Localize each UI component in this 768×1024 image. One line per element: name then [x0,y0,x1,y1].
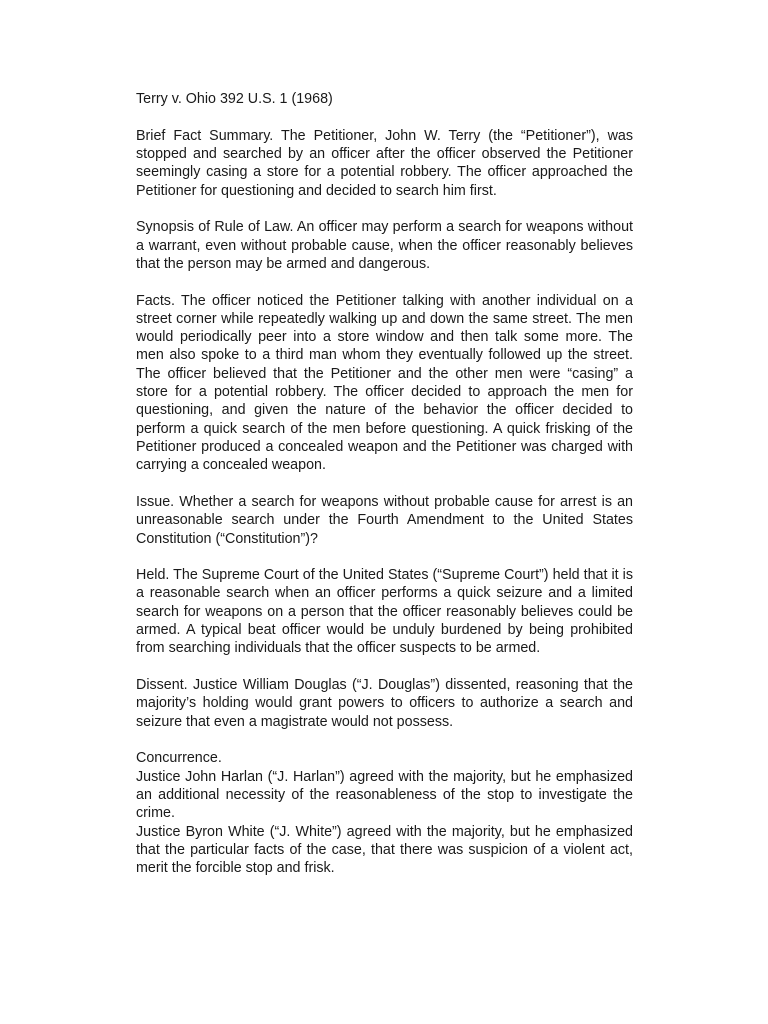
concurrence-white: Justice Byron White (“J. White”) agreed with the majority, but he emphasized that the particular facts of the case, that there was suspicion of a violent act, merit the forcible stop and frisk. [136,823,633,877]
document-page [136,90,633,877]
concurrence-heading: Concurrence. [136,750,222,767]
concurrence-harlan: Justice John Harlan (“J. Harlan”) agreed with the majority, but he emphasized an additional necessity of the reasonableness of the stop to investigate the crime. [136,768,633,822]
brief-fact-summary: Brief Fact Summary. The Petitioner, John W. Terry (the “Petitioner”), was stopped and searched by an officer after the officer observed the Petitioner seemingly casing a store for a potential robbery. The officer approached the Petitioner for questioning and decided to search him first. [136,127,633,199]
dissent-paragraph: Dissent. Justice William Douglas (“J. Douglas”) dissented, reasoning that the majority’s holding would grant powers to officers to authorize a search and seizure that even a magistrate would not possess. [136,677,633,730]
facts-paragraph: Facts. The officer noticed the Petitioner talking with another individual on a street corner while repeatedly walking up and down the same street. The men would periodically peer into a store window and then talk some more. The men also spoke to a third man whom they eventually followed up the street. The officer believed that the Petitioner and the other men were “casing” a store for a potential robbery. The officer decided to approach the men for questioning, and given the nature of the behavior the officer decided to perform a quick search of the men before questioning. A quick frisking of the Petitioner produced a concealed weapon and the Petitioner was charged with carrying a concealed weapon. [136,292,633,474]
synopsis-of-rule-of-law: Synopsis of Rule of Law. An officer may perform a search for weapons without a warrant, even without probable cause, when the officer reasonably believes that the person may be armed and dangerous. [136,219,633,272]
held-paragraph: Held. The Supreme Court of the United States (“Supreme Court”) held that it is a reasonable search when an officer performs a quick seizure and a limited search for weapons on a person that the officer reasonably believes could be armed. A typical beat officer would be unduly burdened by being prohibited from searching individuals that the officer suspects to be armed. [136,567,633,657]
case-title: Terry v. Ohio 392 U.S. 1 (1968) [136,91,333,107]
issue-paragraph: Issue. Whether a search for weapons without probable cause for arrest is an unreasonable search under the Fourth Amendment to the United States Constitution (“Constitution”)? [136,493,633,547]
